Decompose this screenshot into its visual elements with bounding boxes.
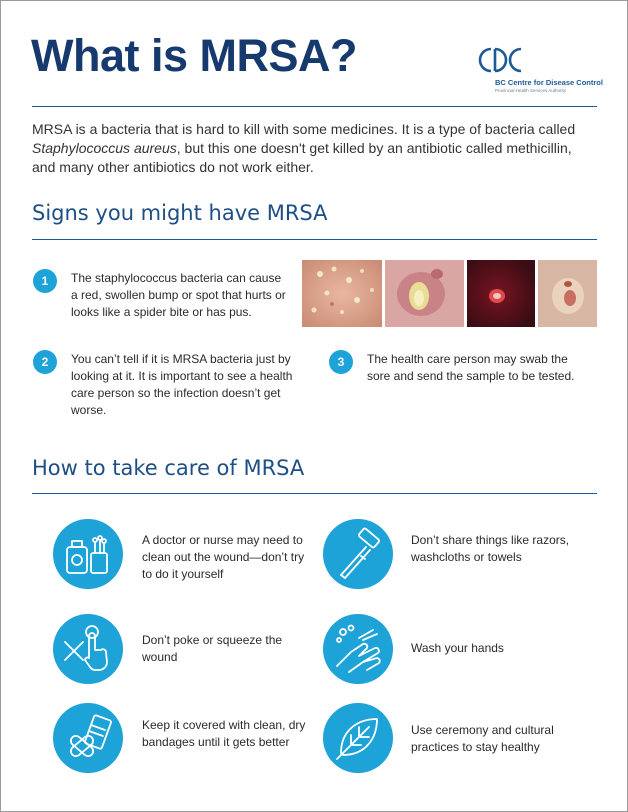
page-title: What is MRSA? [31, 30, 357, 81]
care-text-1: A doctor or nurse may need to clean out the wound—don’t try to do it yourself [142, 533, 305, 581]
intro-text-2: , but this one doesn't get killed by an antibiotic called methicillin, and many other antibiotics do not work either. [32, 140, 572, 175]
skin-photo-4 [538, 260, 597, 327]
hand-washing-icon [323, 614, 393, 684]
intro-species-name: Staphylococcus aureus [32, 140, 177, 156]
signs-heading: Signs you might have MRSA [32, 201, 328, 225]
signs-divider [32, 239, 597, 240]
intro-paragraph [32, 120, 592, 177]
sign-number-3: 3 [329, 350, 353, 374]
bccdc-logo [471, 45, 601, 101]
razor-icon [323, 519, 393, 589]
skin-photo-1 [302, 260, 382, 327]
title-divider [32, 106, 597, 107]
no-poke-hand-icon [53, 614, 123, 684]
sign-text-1: The staphylococcus bacteria can cause a red, swollen bump or spot that hurts or looks like a spider bite or has pus. [71, 271, 286, 319]
skin-photo-2 [385, 260, 464, 327]
care-text-6: Use ceremony and cultural practices to stay healthy [411, 723, 554, 754]
intro-text-1: MRSA is a bacteria that is hard to kill with some medicines. It is a type of bacteria called [32, 121, 576, 137]
care-text-2: Don’t share things like razors, washcloths or towels [411, 533, 570, 564]
care-divider [32, 493, 597, 494]
sign-text-2: You can’t tell if it is MRSA bacteria just by looking at it. It is important to see a health care person so the infection doesn’t get worse. [71, 352, 293, 417]
logo-sub-name: Provincial Health Services Authority [495, 88, 567, 93]
care-heading: How to take care of MRSA [32, 456, 305, 480]
sign-number-1: 1 [33, 269, 57, 293]
sign-number-2: 2 [33, 350, 57, 374]
sign-text-3: The health care person may swab the sore and send the sample to be tested. [367, 352, 575, 383]
skin-photo-3 [467, 260, 535, 327]
care-text-5: Keep it covered with clean, dry bandages until it gets better [142, 718, 306, 749]
care-text-3: Don’t poke or squeeze the wound [142, 633, 283, 664]
logo-org-name: BC Centre for Disease Control [495, 78, 603, 87]
bandage-icon [53, 703, 123, 773]
care-text-4: Wash your hands [411, 641, 504, 655]
leaf-icon [323, 703, 393, 773]
bccdc-logo-icon [475, 45, 525, 75]
wound-care-supplies-icon [53, 519, 123, 589]
